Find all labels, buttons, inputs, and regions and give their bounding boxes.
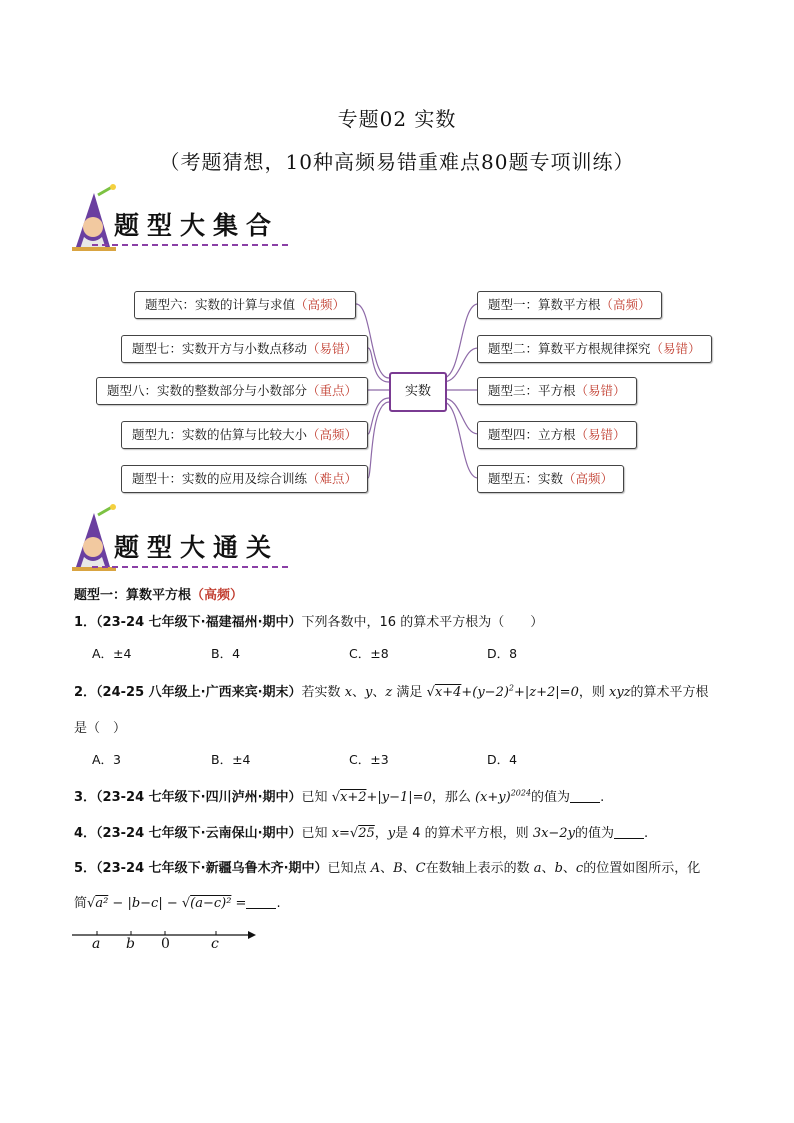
numberline-label-zero: 0	[161, 936, 170, 952]
q1-option-d[interactable]: D．8	[487, 646, 518, 661]
question-text: 是 4 的算术平方根，则	[395, 826, 529, 841]
question-text: ，那么	[431, 790, 471, 805]
mindmap-item-tag: （高频）	[600, 297, 651, 312]
mindmap-right-item-1	[477, 291, 662, 319]
mindmap-item-label: 题型六：实数的计算与求值	[144, 297, 295, 312]
page-title: 专题02 实数	[337, 107, 457, 131]
question-source: （24-25 八年级上·广西来宾·期末）	[96, 685, 302, 700]
mindmap-item-tag: （易错）	[306, 341, 357, 356]
math-points: A	[370, 861, 381, 876]
mindmap-item-label: 题型八：实数的整数部分与小数部分	[106, 383, 307, 398]
section-tag: （高频）	[191, 588, 244, 603]
question-number: 2．	[74, 685, 97, 700]
numberline-label-c: c	[211, 936, 219, 952]
answer-blank[interactable]	[246, 896, 276, 909]
math-equation: x=√25	[331, 826, 375, 841]
question-text: 满足	[396, 685, 423, 700]
banner-title-practice: 题型大通关	[114, 533, 280, 562]
question-end: .	[643, 826, 649, 841]
mindmap-item-tag: （易错）	[650, 341, 701, 356]
math-expression: $(x+y)^{2024}$	[474, 788, 532, 805]
page-subtitle: （考题猜想，10种高频易错重难点80题专项训练）	[159, 150, 635, 174]
question-text: 已知点	[327, 861, 367, 876]
q2-option-d[interactable]: D．4	[487, 752, 518, 767]
question-text: 若实数	[301, 685, 341, 700]
question-text: 已知	[301, 790, 328, 805]
banner-title-collection: 题型大集合	[114, 211, 280, 240]
math-variables-xyz: x	[344, 685, 353, 700]
mindmap-item-label: 题型十：实数的应用及综合训练	[131, 471, 307, 486]
mindmap-item-tag: （高频）	[563, 471, 614, 486]
math-equation: $√x+4+(y-2)^2+|z+2|=0$	[426, 683, 579, 700]
question-source: （23-24 七年级下·福建福州·期中）	[96, 615, 302, 630]
q1-option-c[interactable]: C．±8	[349, 646, 389, 661]
question-number: 4．	[74, 826, 97, 841]
mindmap-item-label: 题型七：实数开方与小数点移动	[131, 341, 307, 356]
q2-option-a[interactable]: A．3	[92, 752, 122, 767]
mindmap-item-label: 题型二：算数平方根规律探究	[488, 341, 651, 356]
question-2: 2．（24-25 八年级上·广西来宾·期末）若实数 x、y、z 满足 $√x+4+(y-2)^2+|z+2|=0$，则 xyz的算术平方根	[74, 683, 709, 700]
section-label: 题型一：算数平方根	[74, 588, 192, 603]
question-4	[74, 822, 648, 841]
mindmap-left-item-7	[121, 335, 368, 363]
math-equation: √x+2+|y−1|=0	[331, 790, 432, 805]
question-source: （23-24 七年级下·新疆乌鲁木齐·期中）	[96, 861, 328, 876]
question-3	[74, 786, 604, 805]
mindmap-item-label: 题型九：实数的估算与比较大小	[131, 427, 307, 442]
section-heading	[74, 584, 243, 603]
mindmap-item-tag: （重点）	[306, 383, 357, 398]
numberline-label-a: a	[92, 936, 101, 952]
math-expression: √a² − |b−c| − √(a−c)² =	[87, 896, 247, 911]
mindmap-center: 实数	[389, 372, 447, 412]
mindmap-item-label: 题型五：实数	[488, 471, 564, 486]
question-5: 5．（23-24 七年级下·新疆乌鲁木齐·期中）已知点 A、B、C在数轴上表示的数 a、b、c的位置如图所示，化	[74, 861, 701, 876]
math-y: y	[387, 826, 396, 841]
question-5-line2	[74, 892, 281, 911]
question-text: 已知	[301, 826, 328, 841]
question-1	[74, 611, 543, 630]
question-text: 的位置如图所示，化	[583, 861, 701, 876]
mindmap-right-item-3	[477, 377, 637, 405]
mindmap-item-label: 题型三：平方根	[488, 383, 576, 398]
question-end: .	[600, 790, 605, 805]
mindmap-left-item-9	[121, 421, 368, 449]
question-text: 的值为	[574, 826, 614, 841]
question-text: 的算术平方根	[630, 685, 709, 700]
answer-blank[interactable]	[570, 790, 600, 803]
mindmap-right-item-2	[477, 335, 712, 363]
math-numbers: a	[533, 861, 542, 876]
mindmap-item-label: 题型四：立方根	[488, 427, 576, 442]
question-text: 在数轴上表示的数	[425, 861, 530, 876]
question-number: 5．	[74, 861, 97, 876]
mindmap-item-tag: （易错）	[575, 383, 626, 398]
mindmap-item-label: 题型一：算数平方根	[488, 297, 601, 312]
mindmap-item-tag: （难点）	[306, 471, 357, 486]
banner-underline	[92, 566, 288, 568]
mindmap-item-tag: （易错）	[575, 427, 626, 442]
mindmap-connectors	[0, 0, 794, 520]
question-2-line2: 是（ ）	[74, 721, 127, 736]
question-end: .	[276, 896, 281, 911]
question-number: 3．	[74, 790, 97, 805]
mindmap-item-tag: （高频）	[294, 297, 345, 312]
math-expression: 3x−2y	[532, 826, 575, 841]
question-source: （23-24 七年级下·四川泸州·期中）	[96, 790, 302, 805]
question-text: 简	[74, 896, 88, 911]
question-text: ，	[374, 826, 388, 841]
mindmap-left-item-8	[96, 377, 368, 405]
q2-option-b[interactable]: B．±4	[211, 752, 251, 767]
math-xyz: xyz	[609, 685, 631, 700]
q1-option-a[interactable]: A．±4	[92, 646, 132, 661]
mindmap-left-item-6	[134, 291, 356, 319]
mindmap-item-tag: （高频）	[306, 427, 357, 442]
mindmap-right-item-5	[477, 465, 624, 493]
question-source: （23-24 七年级下·云南保山·期中）	[96, 826, 302, 841]
q2-option-c[interactable]: C．±3	[349, 752, 389, 767]
q1-option-b[interactable]: B．4	[211, 646, 241, 661]
mindmap-right-item-4	[477, 421, 637, 449]
question-text: 的值为	[531, 790, 571, 805]
answer-blank[interactable]	[614, 826, 644, 839]
question-text: 下列各数中，16 的算术平方根为（ ）	[301, 615, 544, 630]
question-text: ，则	[578, 685, 605, 700]
numberline-label-b: b	[126, 936, 135, 952]
question-number: 1．	[74, 615, 97, 630]
mindmap-left-item-10	[121, 465, 368, 493]
